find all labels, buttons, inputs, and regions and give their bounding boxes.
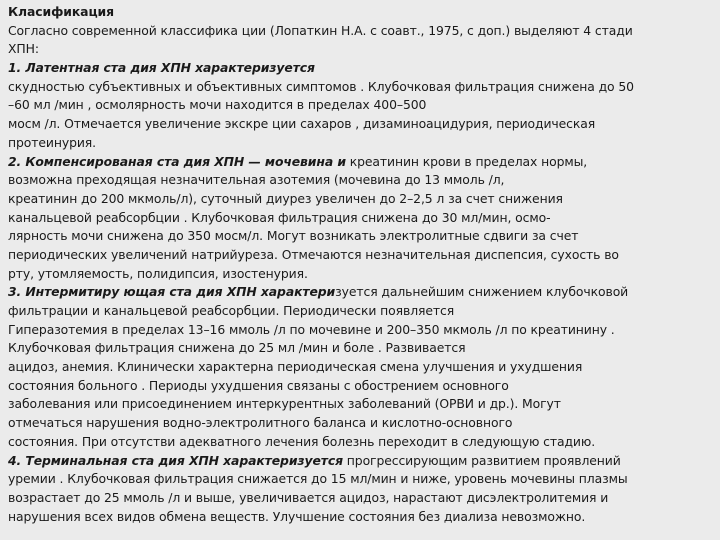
document-title: Класификация xyxy=(8,4,114,19)
stage3-heading-rest: зуется дальнейшим снижением клубочковой xyxy=(335,284,629,300)
stage3-line: Гиперазотемия в пределах 13–16 ммоль /л по мочевине и 200–350 мкмоль /л по креатинину . xyxy=(8,321,615,337)
stage4-line: нарушения всех видов обмена веществ. Улучшение состояния без диализа невозможно. xyxy=(8,508,586,524)
stage3-heading: 3. Интермитиру ющая ста дия ХПН характери xyxy=(8,284,336,300)
stage4-heading-line xyxy=(8,452,716,471)
stage3-line: состояния больного . Периоды ухудшения связаны с обострением основного xyxy=(8,377,509,393)
stage2-heading-line xyxy=(8,153,716,172)
stage2-line: лярность мочи снижена до 350 мосм/л. Могут возникать электролитные сдвиги за счет xyxy=(8,228,579,244)
stage1-heading: 1. Латентная ста дия ХПН характеризуется xyxy=(8,60,315,76)
stage2-line: возможна преходящая незначительная азотемия (мочевина до 13 ммоль /л, xyxy=(8,172,505,188)
stage3-heading-line xyxy=(8,283,716,302)
stage4-heading: 4. Терминальная ста дия ХПН характеризуется xyxy=(8,452,343,468)
intro-line: ХПН: xyxy=(8,41,39,57)
stage2-line: периодических увеличений натрийуреза. Отмечаются незначительная диспепсия, сухость во xyxy=(8,246,619,262)
stage3-line: ацидоз, анемия. Клинически характерна периодическая смена улучшения и ухудшения xyxy=(8,359,583,375)
stage2-line: креатинин до 200 мкмоль/л), суточный диурез увеличен до 2–2,5 л за счет снижения xyxy=(8,190,563,206)
stage3-line: Клубочковая фильтрация снижена до 25 мл /мин и боле . Развивается xyxy=(8,340,466,356)
stage1-line: –60 мл /мин , осмолярность мочи находится в пределах 400–500 xyxy=(8,97,427,113)
stage4-heading-rest: прогрессирующим развитием проявлений xyxy=(342,452,621,468)
stage2-line: рту, утомляемость, полидипсия, изостенурия. xyxy=(8,265,308,281)
stage3-line: состояния. При отсутстви адекватного лечения болезнь переходит в следующую стадию. xyxy=(8,433,596,449)
stage4-line: уремии . Клубочковая фильтрация снижается до 15 мл/мин и ниже, уровень мочевины плазмы xyxy=(8,471,628,487)
stage3-line: заболевания или присоединением интеркурентных заболеваний (ОРВИ и др.). Могут xyxy=(8,396,561,412)
stage3-line: отмечаться нарушения водно-электролитного баланса и кислотно-основного xyxy=(8,415,513,431)
stage3-line: фильтрации и канальцевой реабсорбции. Периодически появляется xyxy=(8,303,455,318)
stage2-heading: 2. Компенсированая ста дия ХПН — мочевина и xyxy=(8,153,346,169)
intro-line: Согласно современной классифика ции (Лопаткин Н.А. с соавт., 1975, с доп.) выделяют 4 стади xyxy=(8,22,633,38)
stage1-line: мосм /л. Отмечается увеличение экскре ции сахаров , дизаминоацидурия, периодическая xyxy=(8,116,596,132)
stage4-line: возрастает до 25 ммоль /л и выше, увеличивается ацидоз, нарастают дисэлектролитемия и xyxy=(8,489,609,505)
stage2-line: канальцевой реабсорбции . Клубочковая фильтрация снижена до 30 мл/мин, осмо- xyxy=(8,209,551,225)
stage1-line: скудностью субъективных и объективных симптомов . Клубочковая фильтрация снижена до 50 xyxy=(8,78,634,94)
stage1-line: протеинурия. xyxy=(8,134,96,150)
stage2-heading-rest: креатинин крови в пределах нормы, xyxy=(345,153,588,169)
